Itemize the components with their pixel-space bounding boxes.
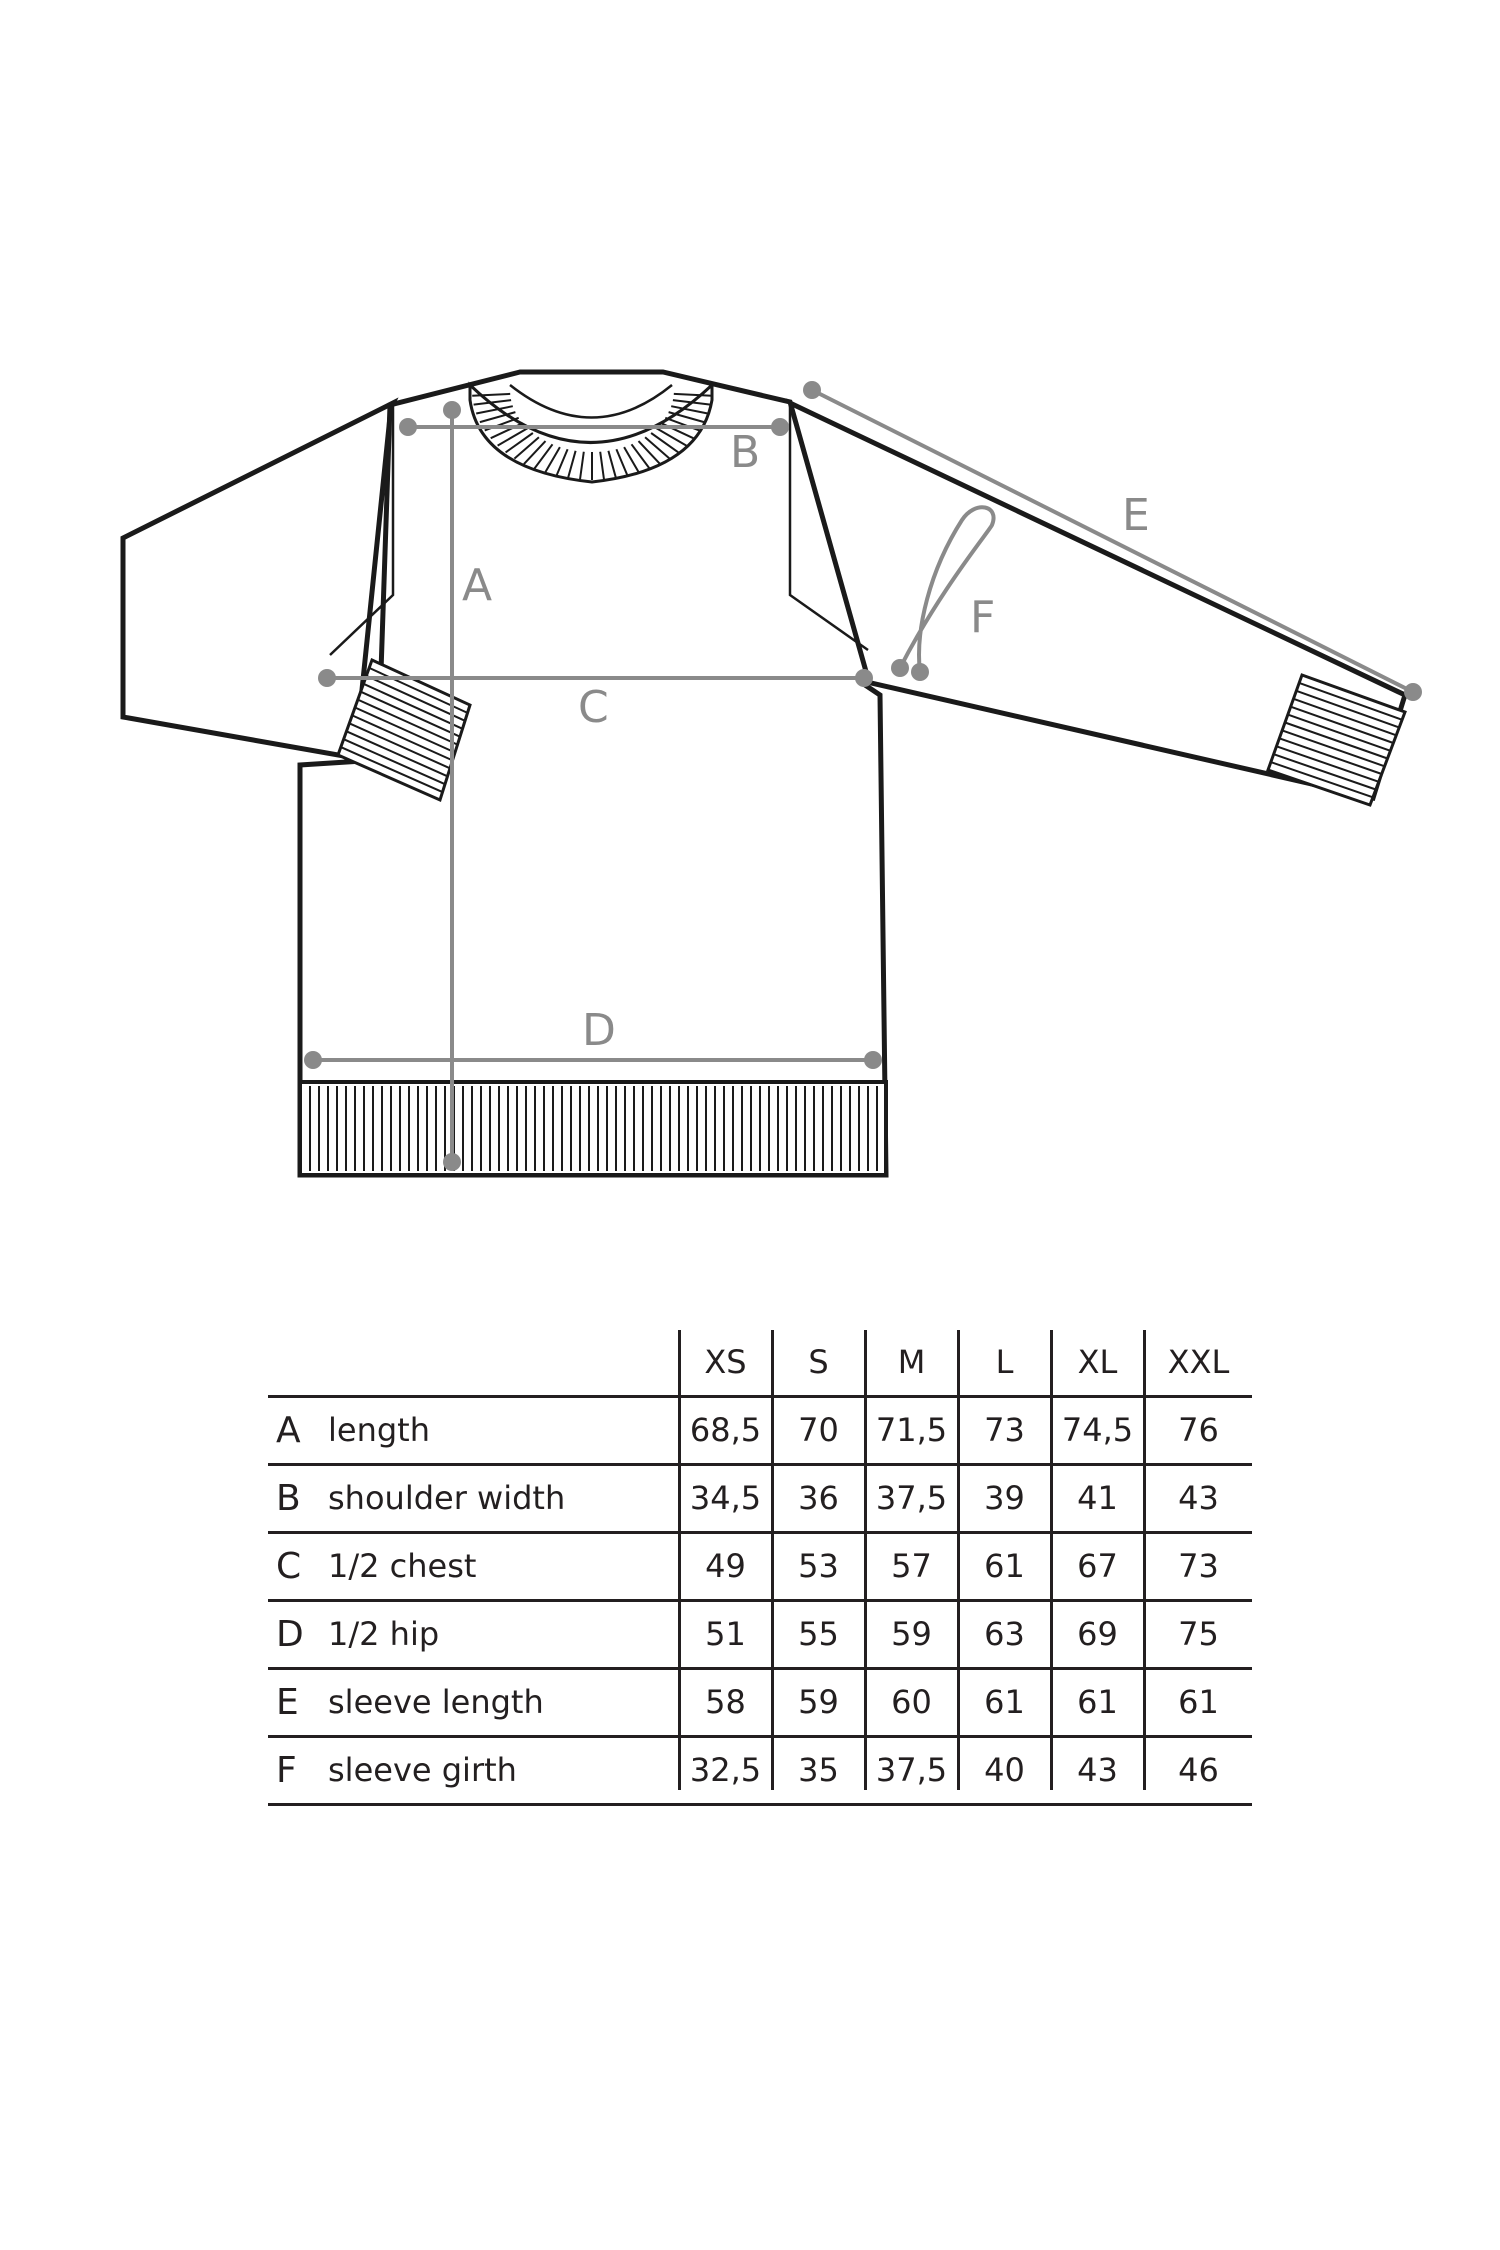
label-e: E <box>1122 490 1150 541</box>
table-cell: 61 <box>984 1683 1025 1721</box>
row-divider <box>268 1803 1252 1806</box>
hem-rib <box>300 1082 886 1175</box>
label-a: A <box>462 560 493 611</box>
table-cell: 37,5 <box>875 1479 948 1517</box>
table-cell: 43 <box>1178 1479 1219 1517</box>
label-f: F <box>970 592 996 643</box>
table-cell: 46 <box>1178 1751 1219 1789</box>
table-cell: 40 <box>984 1751 1025 1789</box>
table-cell: 36 <box>798 1479 839 1517</box>
table-cell: 60 <box>891 1683 932 1721</box>
size-header: L <box>995 1343 1014 1381</box>
table-row <box>268 1466 1252 1531</box>
table-cell: 68,5 <box>689 1411 762 1449</box>
table-cell: 49 <box>705 1547 746 1585</box>
measure-letter: E <box>276 1682 299 1723</box>
table-cell: 41 <box>1077 1479 1118 1517</box>
measure-letter: A <box>276 1410 301 1451</box>
measure-letter: F <box>276 1750 297 1791</box>
size-header: XXL <box>1167 1343 1230 1381</box>
size-header: M <box>897 1343 926 1381</box>
header-row <box>268 1330 1252 1395</box>
measure-name: length <box>328 1411 430 1449</box>
measure-name: 1/2 chest <box>328 1547 477 1585</box>
size-header: XL <box>1077 1343 1118 1381</box>
table-cell: 34,5 <box>689 1479 762 1517</box>
table-cell: 61 <box>984 1547 1025 1585</box>
table-cell: 73 <box>984 1411 1025 1449</box>
measure-name: shoulder width <box>328 1479 566 1517</box>
table-row <box>268 1738 1252 1803</box>
label-b: B <box>730 427 761 478</box>
table-cell: 74,5 <box>1061 1411 1134 1449</box>
table-cell: 75 <box>1178 1615 1219 1653</box>
table-cell: 53 <box>798 1547 839 1585</box>
measure-letter: B <box>276 1478 301 1519</box>
table-cell: 37,5 <box>875 1751 948 1789</box>
table-cell: 59 <box>891 1615 932 1653</box>
measure-letter: C <box>276 1546 302 1587</box>
size-header: XS <box>704 1343 747 1381</box>
label-d: D <box>582 1005 616 1056</box>
table-cell: 51 <box>705 1615 746 1653</box>
label-c: C <box>578 682 609 733</box>
table-cell: 76 <box>1178 1411 1219 1449</box>
table-row <box>268 1602 1252 1667</box>
table-cell: 32,5 <box>689 1751 762 1789</box>
measure-name: 1/2 hip <box>328 1615 440 1653</box>
table-cell: 57 <box>891 1547 932 1585</box>
table-cell: 58 <box>705 1683 746 1721</box>
table-cell: 70 <box>798 1411 839 1449</box>
measure-name: sleeve girth <box>328 1751 517 1789</box>
table-cell: 59 <box>798 1683 839 1721</box>
table-row <box>268 1534 1252 1599</box>
size-header: S <box>808 1343 829 1381</box>
measure-name: sleeve length <box>328 1683 544 1721</box>
table-cell: 61 <box>1178 1683 1219 1721</box>
table-cell: 73 <box>1178 1547 1219 1585</box>
table-cell: 71,5 <box>875 1411 948 1449</box>
table-cell: 69 <box>1077 1615 1118 1653</box>
table-cell: 55 <box>798 1615 839 1653</box>
table-cell: 63 <box>984 1615 1025 1653</box>
table-row <box>268 1398 1252 1463</box>
table-cell: 39 <box>984 1479 1025 1517</box>
measure-letter: D <box>276 1614 304 1655</box>
left-sleeve <box>123 403 393 758</box>
table-cell: 67 <box>1077 1547 1118 1585</box>
table-row <box>268 1670 1252 1735</box>
table-cell: 35 <box>798 1751 839 1789</box>
table-cell: 61 <box>1077 1683 1118 1721</box>
table-cell: 43 <box>1077 1751 1118 1789</box>
